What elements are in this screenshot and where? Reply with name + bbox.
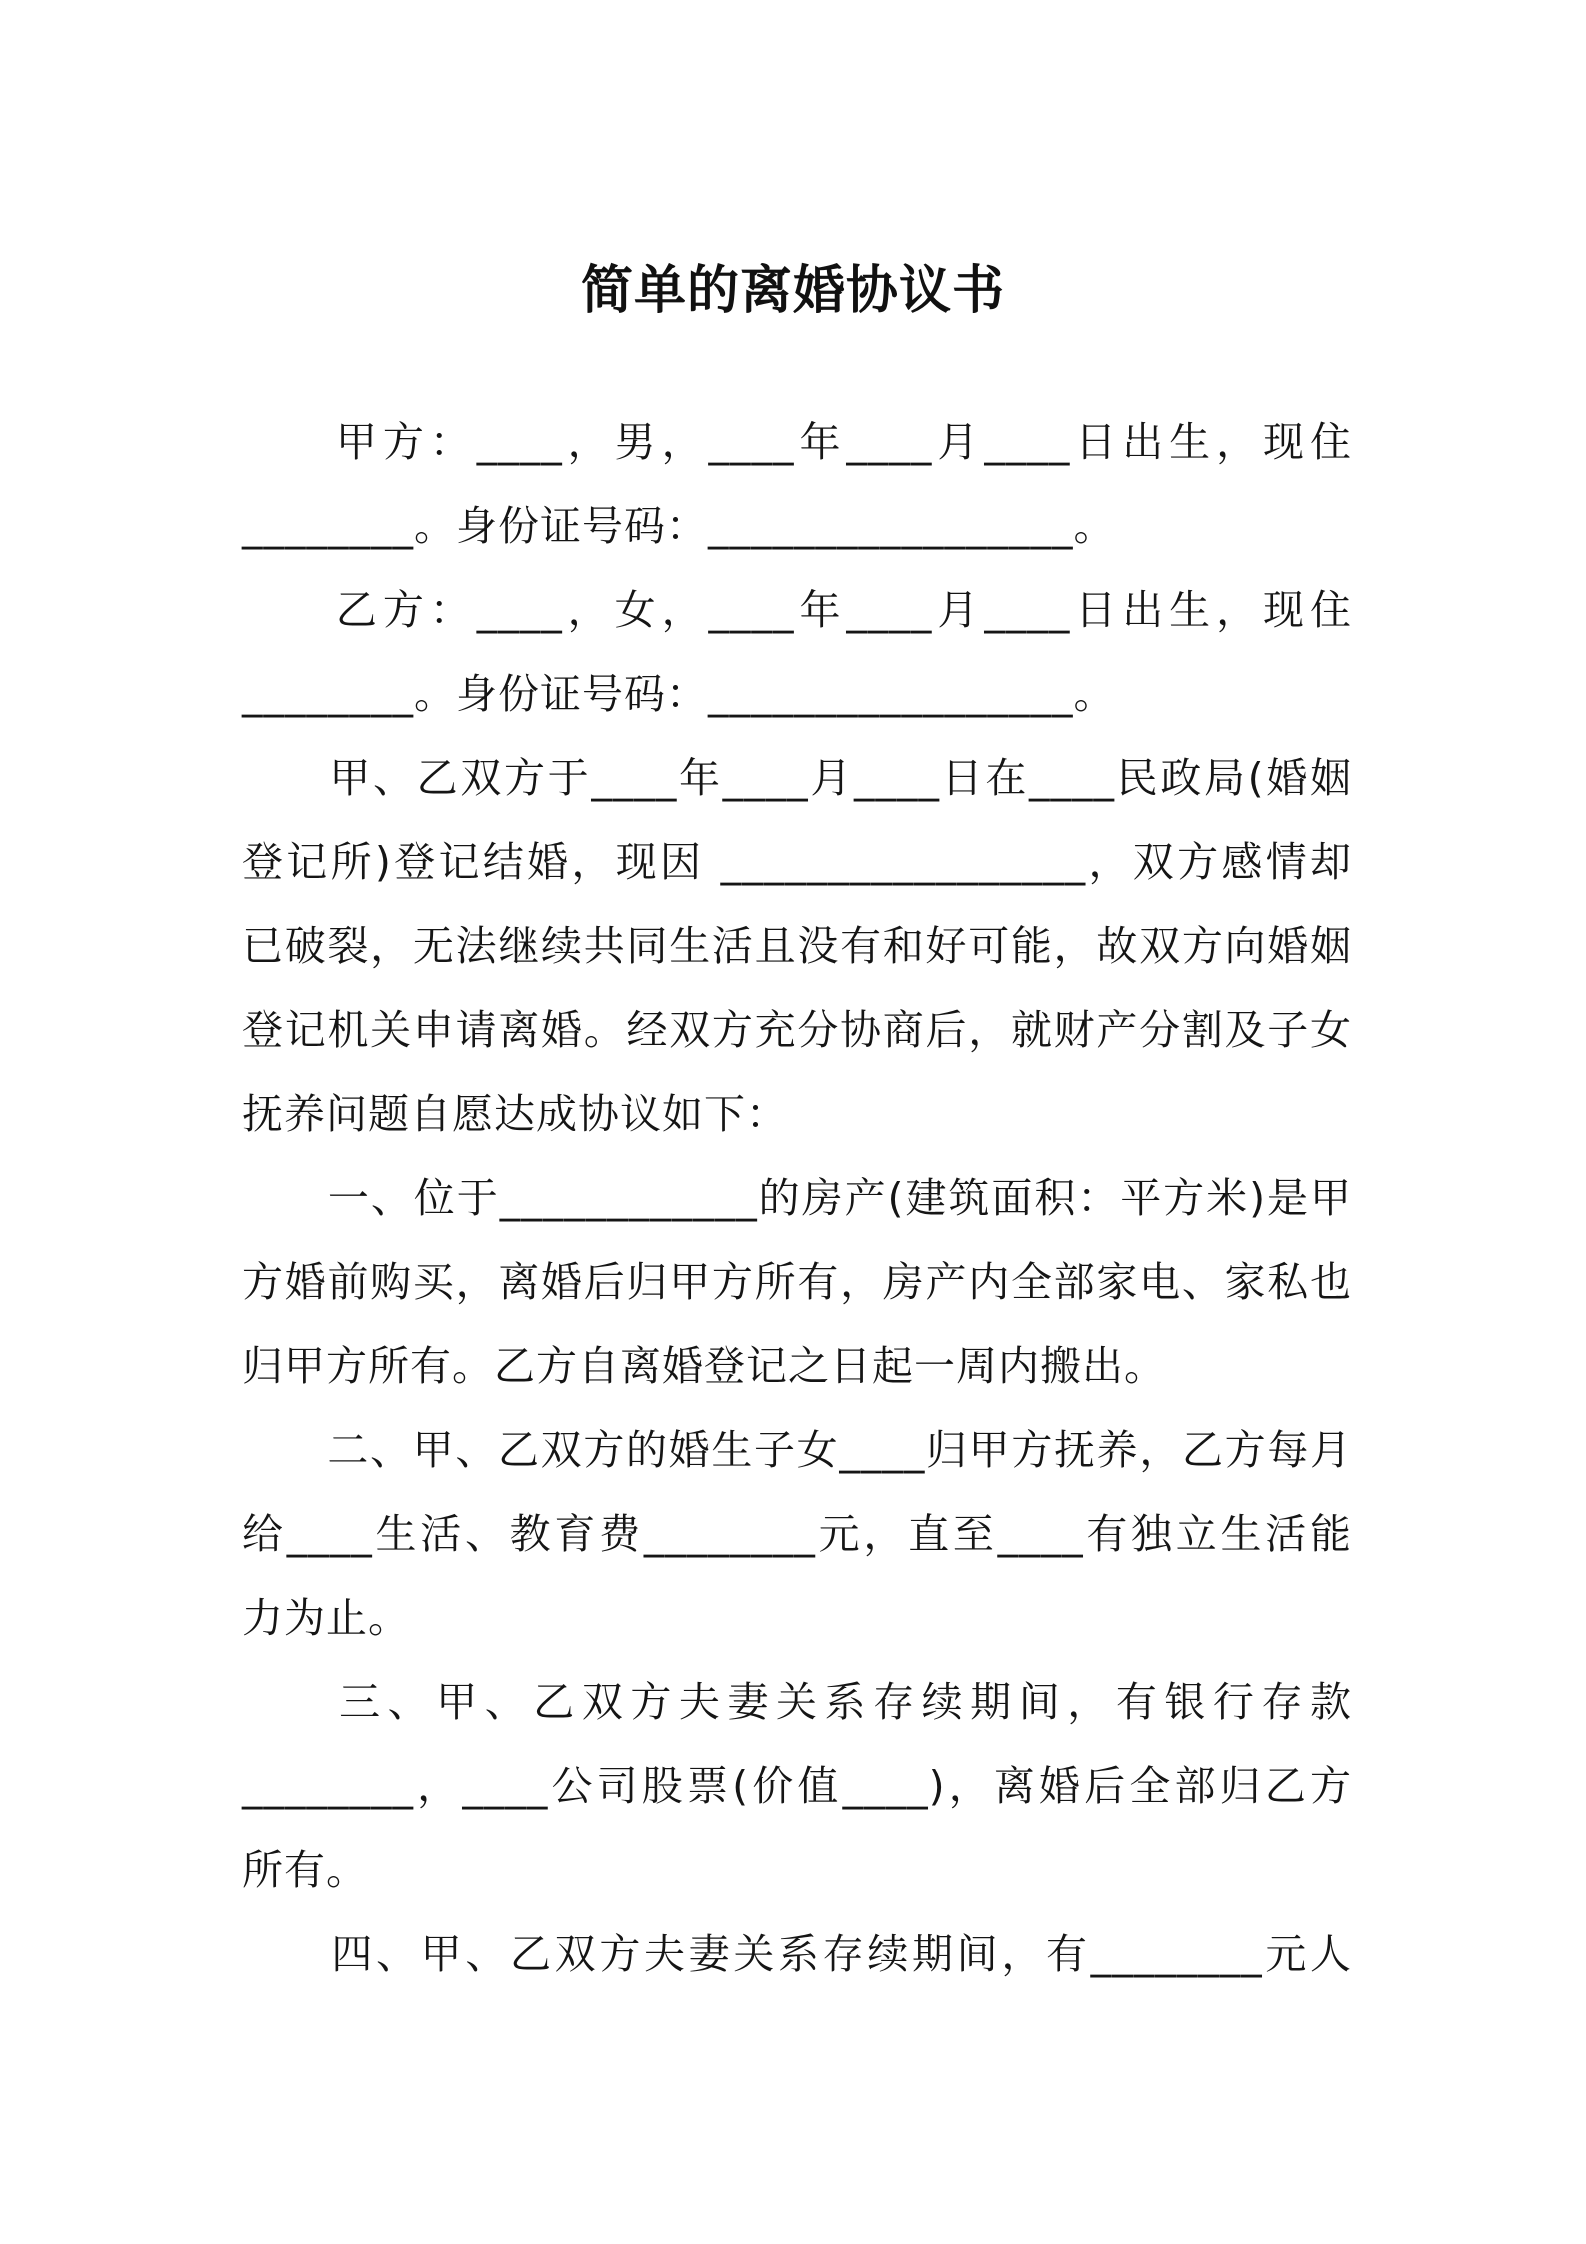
text-line-9: 抚养问题自愿达成协议如下：: [242, 1090, 788, 1138]
document-title: 简单的离婚协议书: [580, 261, 1005, 321]
text-line-13: 二、甲、乙双方的婚生子女____归甲方抚养，乙方每月: [242, 1426, 1352, 1474]
text-line-18: 所有。: [242, 1846, 368, 1894]
text-line-3: 乙方：____，女，____年____月____日出生，现住: [242, 586, 1352, 634]
text-line-15: 力为止。: [242, 1594, 410, 1642]
text-line-19: 四、甲、乙双方夫妻关系存续期间，有________元人: [242, 1930, 1352, 1978]
text-line-6: 登记所)登记结婚，现因 _________________，双方感情却: [242, 838, 1352, 886]
text-line-16: 三、甲、乙双方夫妻关系存续期间，有银行存款: [242, 1678, 1352, 1726]
text-line-1: 甲方：____，男，____年____月____日出生，现住: [242, 418, 1352, 466]
text-line-4: ________。身份证号码：_________________。: [242, 670, 1116, 718]
text-line-7: 已破裂，无法继续共同生活且没有和好可能，故双方向婚姻: [242, 922, 1352, 970]
text-line-17: ________，____公司股票(价值____)，离婚后全部归乙方: [242, 1762, 1352, 1810]
text-line-5: 甲、乙双方于____年____月____日在____民政局(婚姻: [242, 754, 1352, 802]
text-line-8: 登记机关申请离婚。经双方充分协商后，就财产分割及子女: [242, 1006, 1352, 1054]
text-line-12: 归甲方所有。乙方自离婚登记之日起一周内搬出。: [242, 1342, 1166, 1390]
text-line-14: 给____生活、教育费________元，直至____有独立生活能: [242, 1510, 1352, 1558]
text-line-10: 一、位于____________的房产(建筑面积：平方米)是甲: [242, 1174, 1352, 1222]
text-line-11: 方婚前购买，离婚后归甲方所有，房产内全部家电、家私也: [242, 1258, 1352, 1306]
text-line-2: ________。身份证号码：_________________。: [242, 502, 1116, 550]
